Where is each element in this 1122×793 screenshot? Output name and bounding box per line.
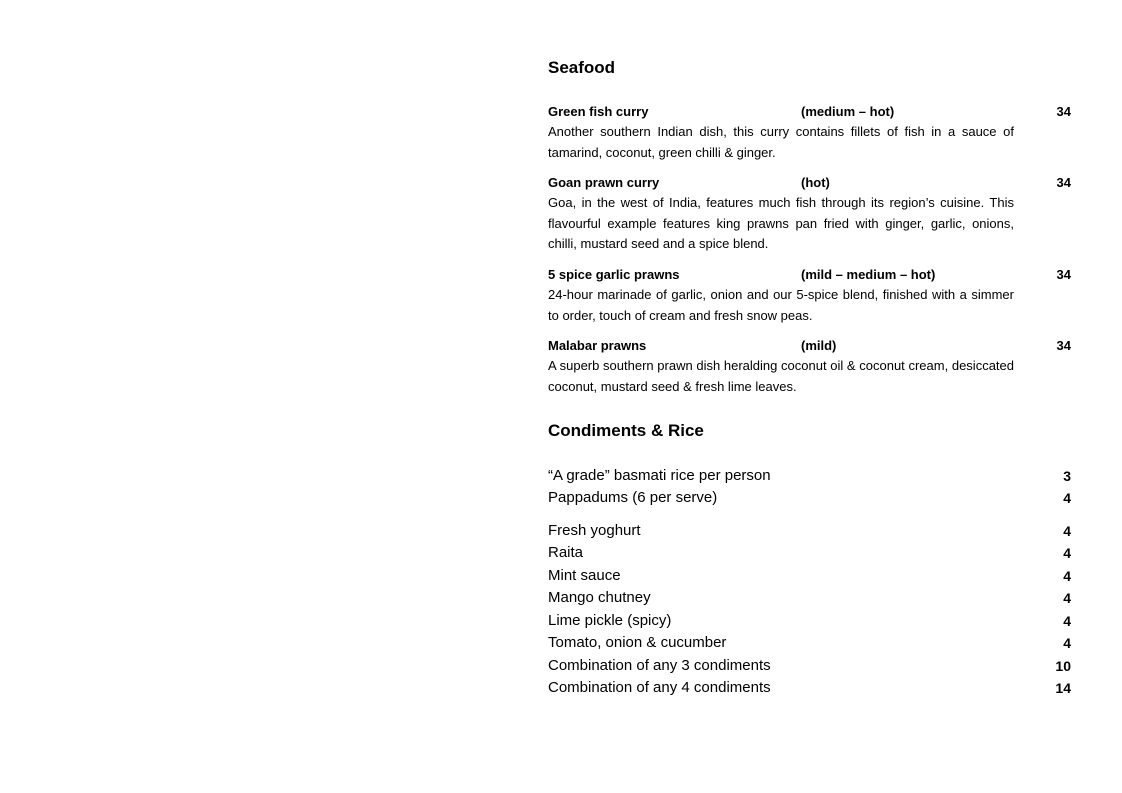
condiment-name: Mango chutney (548, 589, 651, 606)
condiment-price: 3 (1063, 468, 1071, 484)
condiment-row (548, 487, 1071, 509)
dish-name: 5 spice garlic prawns (548, 267, 680, 282)
condiment-name: Fresh yoghurt (548, 522, 641, 539)
dish-name: Green fish curry (548, 104, 649, 119)
condiment-price: 4 (1063, 590, 1071, 606)
dish-description: A superb southern prawn dish heralding coconut oil & coconut cream, desiccated coconut, mustard seed & fresh lime leaves. (548, 358, 1014, 394)
condiment-price: 10 (1055, 658, 1071, 674)
dish-description: Another southern Indian dish, this curry contains fillets of fish in a sauce of tamarind, coconut, green chilli & ginger. (548, 124, 1014, 160)
dish-name: Malabar prawns (548, 338, 647, 353)
dish-heat-level: (hot) (801, 175, 830, 190)
condiment-price: 4 (1063, 613, 1071, 629)
dish-item (548, 265, 1071, 326)
condiment-name: Combination of any 4 condiments (548, 679, 771, 696)
dish-price: 34 (1056, 175, 1071, 190)
condiments-heading: Condiments & Rice (548, 421, 704, 440)
condiment-price: 4 (1063, 545, 1071, 561)
condiment-row (548, 610, 1071, 632)
dish-item (548, 173, 1071, 255)
condiment-name: Tomato, onion & cucumber (548, 634, 727, 651)
condiment-name: Pappadums (6 per serve) (548, 489, 718, 506)
dish-heat-level: (medium – hot) (801, 104, 895, 119)
condiment-name: Raita (548, 544, 584, 561)
condiment-row (548, 565, 1071, 587)
dish-price: 34 (1056, 267, 1071, 282)
condiment-row (548, 587, 1071, 609)
condiment-name: Mint sauce (548, 567, 621, 584)
condiment-name: Lime pickle (spicy) (548, 612, 672, 629)
dish-item (548, 336, 1071, 397)
condiment-price: 4 (1063, 568, 1071, 584)
dish-description: Goa, in the west of India, features much fish through its region’s cuisine. This flavourful example features king prawns pan fried with ginger, garlic, onions, chilli, mustard seed and a spice blend. (548, 195, 1014, 252)
dish-description: 24-hour marinade of garlic, onion and our 5-spice blend, finished with a simmer to order, touch of cream and fresh snow peas. (548, 287, 1014, 323)
condiment-price: 4 (1063, 635, 1071, 651)
condiment-price: 4 (1063, 523, 1071, 539)
dish-heat-level: (mild – medium – hot) (801, 267, 936, 282)
dish-price: 34 (1056, 338, 1071, 353)
condiment-row (548, 465, 1071, 487)
dish-price: 34 (1056, 104, 1071, 119)
condiment-row (548, 677, 1071, 699)
condiment-name: Combination of any 3 condiments (548, 657, 771, 674)
condiment-row (548, 542, 1071, 564)
condiment-price: 14 (1055, 680, 1071, 696)
condiment-name: “A grade” basmati rice per person (548, 467, 771, 484)
condiment-row (548, 655, 1071, 677)
seafood-heading: Seafood (548, 58, 616, 77)
condiment-row (548, 520, 1071, 542)
condiment-row (548, 632, 1071, 654)
condiment-price: 4 (1063, 490, 1071, 506)
dish-item (548, 102, 1071, 163)
dish-name: Goan prawn curry (548, 175, 660, 190)
dish-heat-level: (mild) (801, 338, 837, 353)
